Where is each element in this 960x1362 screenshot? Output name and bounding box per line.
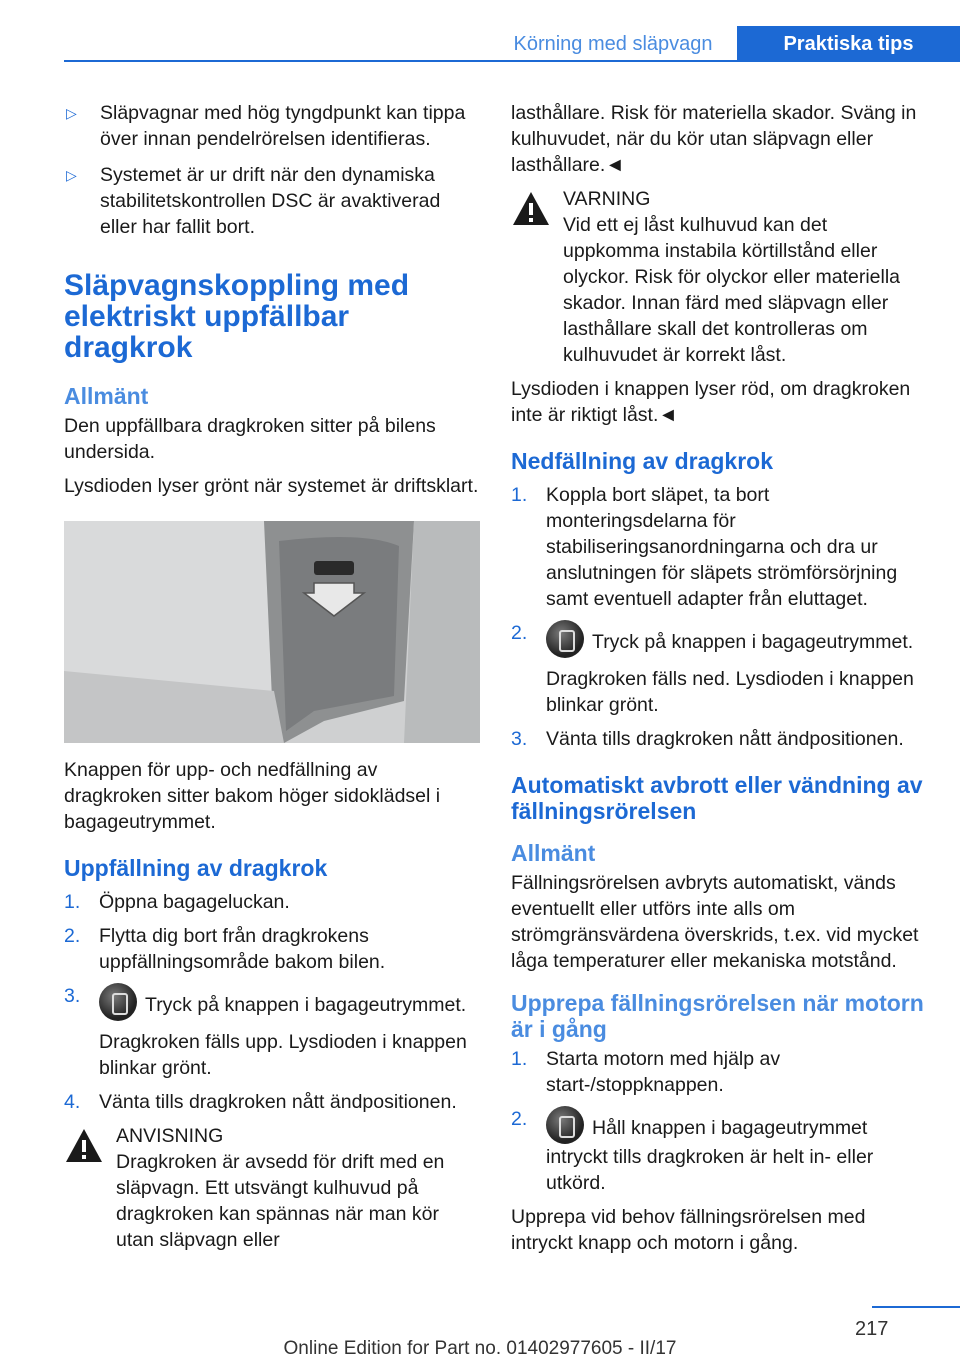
paragraph: Upprepa vid behov fällningsrörelsen med intryckt knapp och motorn i gång. [511, 1206, 866, 1254]
step-number: 1. [511, 484, 528, 506]
notice-box [64, 1123, 480, 1253]
subheading-automatiskt: Automatiskt avbrott eller vändning av fällningsrörelsen [511, 772, 923, 824]
step-number: 2. [511, 1108, 528, 1130]
tow-hook-button-icon [546, 620, 584, 658]
step-number: 1. [511, 1048, 528, 1070]
triangle-bullet-icon: ▷ [66, 167, 77, 183]
step-number: 2. [511, 622, 528, 644]
list-item [511, 482, 927, 612]
notice-body-start [64, 1149, 480, 1253]
step-text: Vänta tills dragkroken nått ändpositionen. [99, 1091, 457, 1113]
paragraph: Lysdioden lyser grönt när systemet är driftsklart. [64, 475, 479, 497]
step-text: Flytta dig bort från dragkrokens uppfällningsområde bakom bilen. [99, 925, 386, 973]
step-number: 2. [64, 925, 81, 947]
bullet-text: Släpvagnar med hög tyngdpunkt kan tippa över innan pendelrörelsen identifieras. [100, 102, 466, 150]
list-item [511, 620, 927, 658]
figure-caption: Knappen för upp- och nedfällning av dragkroken sitter bakom höger sidoklädsel i bagageutrymmet. [64, 759, 441, 833]
step-text: Tryck på knappen i bagageutrymmet. [592, 631, 914, 653]
paragraph: lasthållare. Risk för materiella skador. Sväng in kulhuvudet, när du kör utan släpvagn eller lasthållare.◄ [511, 102, 917, 176]
footer-rule [872, 1306, 960, 1308]
warning-triangle-icon [511, 190, 551, 227]
warning-title: VARNING [563, 188, 651, 210]
list-item [64, 1089, 480, 1115]
triangle-bullet-icon: ▷ [66, 105, 77, 121]
list-item [64, 983, 480, 1021]
subheading-nedfallning: Nedfällning av dragkrok [511, 448, 774, 474]
list-item [511, 1046, 927, 1098]
step-text: Starta motorn med hjälp av start-/stoppknappen. [546, 1048, 781, 1096]
list-item [511, 726, 927, 752]
header-chapter-tab: Praktiska tips [737, 26, 960, 62]
subheading-upprepa: Upprepa fällningsrörelsen när motorn är i gång [511, 990, 924, 1042]
section-title: Släpvagnskoppling med elektriskt uppfällbar dragkrok [64, 269, 410, 364]
warning-triangle-icon [64, 1127, 104, 1164]
left-column [64, 100, 480, 1261]
step-number: 4. [64, 1091, 81, 1113]
paragraph: Lysdioden i knappen lyser röd, om dragkroken inte är riktigt låst.◄ [511, 378, 911, 426]
step-continuation: Dragkroken fälls ned. Lysdioden i knappen blinkar grönt. [546, 668, 914, 716]
subheading-uppfallning: Uppfällning av dragkrok [64, 855, 328, 881]
notice-title: ANVISNING [116, 1125, 224, 1147]
trunk-button-photo [64, 521, 480, 743]
header-rule [64, 60, 960, 62]
footer-edition: Online Edition for Part no. 01402977605 - II/17 [283, 1338, 677, 1359]
notice-body: Dragkroken är avsedd för drift med en släpvagn. Ett utsvängt kulhuvud på dragkroken kan spännas när man kör utan släpvagn eller [116, 1151, 445, 1251]
bullet-text: Systemet är ur drift när den dynamiska stabilitetskontrollen DSC är avaktiverad eller har fallit bort. [100, 164, 441, 238]
bullet-item [64, 162, 480, 240]
paragraph: Fällningsrörelsen avbryts automatiskt, vänds eventuellt eller utförs inte alls om strömgränsvärdena överskrids, t.ex. vid mycket låga temperaturer eller mekaniska motstånd. [511, 872, 919, 972]
warning-body: Vid ett ej låst kulhuvud kan det uppkomma instabila körtillstånd eller olyckor. Risk för olyckor eller materiella skador. Innan färd med släpvagn eller lasthållare skall det kontrolleras om kulhuvudet är korrekt låst. [563, 214, 901, 366]
list-item [511, 1106, 927, 1196]
subheading-allmant: Allmänt [64, 383, 149, 409]
page-number: 217 [855, 1318, 889, 1340]
step-text: Koppla bort släpet, ta bort monteringsdelarna för stabiliseringsanordningarna och dra ur anslutningen för släpets strömförsörjning samt eventuell adapter från eluttaget. [546, 484, 898, 610]
step-text: Håll knappen i bagageutrymmet intryckt tills dragkroken är helt in- eller utkörd. [546, 1117, 874, 1194]
trunk-illustration-icon [64, 521, 480, 743]
list-item [64, 889, 480, 915]
paragraph: Den uppfällbara dragkroken sitter på bilens undersida. [64, 415, 436, 463]
header-section-title: Körning med släpvagn [513, 33, 713, 55]
tow-hook-button-icon [546, 1106, 584, 1144]
step-text: Tryck på knappen i bagageutrymmet. [145, 994, 467, 1016]
step-continuation: Dragkroken fälls upp. Lysdioden i knappen blinkar grönt. [99, 1031, 467, 1079]
step-number: 3. [64, 985, 81, 1007]
warning-box [511, 186, 927, 368]
step-number: 1. [64, 891, 81, 913]
subheading-allmant: Allmänt [511, 840, 596, 866]
step-text: Vänta tills dragkroken nått ändpositionen. [546, 728, 904, 750]
step-number: 3. [511, 728, 528, 750]
step-text: Öppna bagageluckan. [99, 891, 290, 913]
bullet-item [64, 100, 480, 152]
list-item [64, 923, 480, 975]
tow-hook-button-icon [99, 983, 137, 1021]
right-column [511, 100, 927, 1264]
